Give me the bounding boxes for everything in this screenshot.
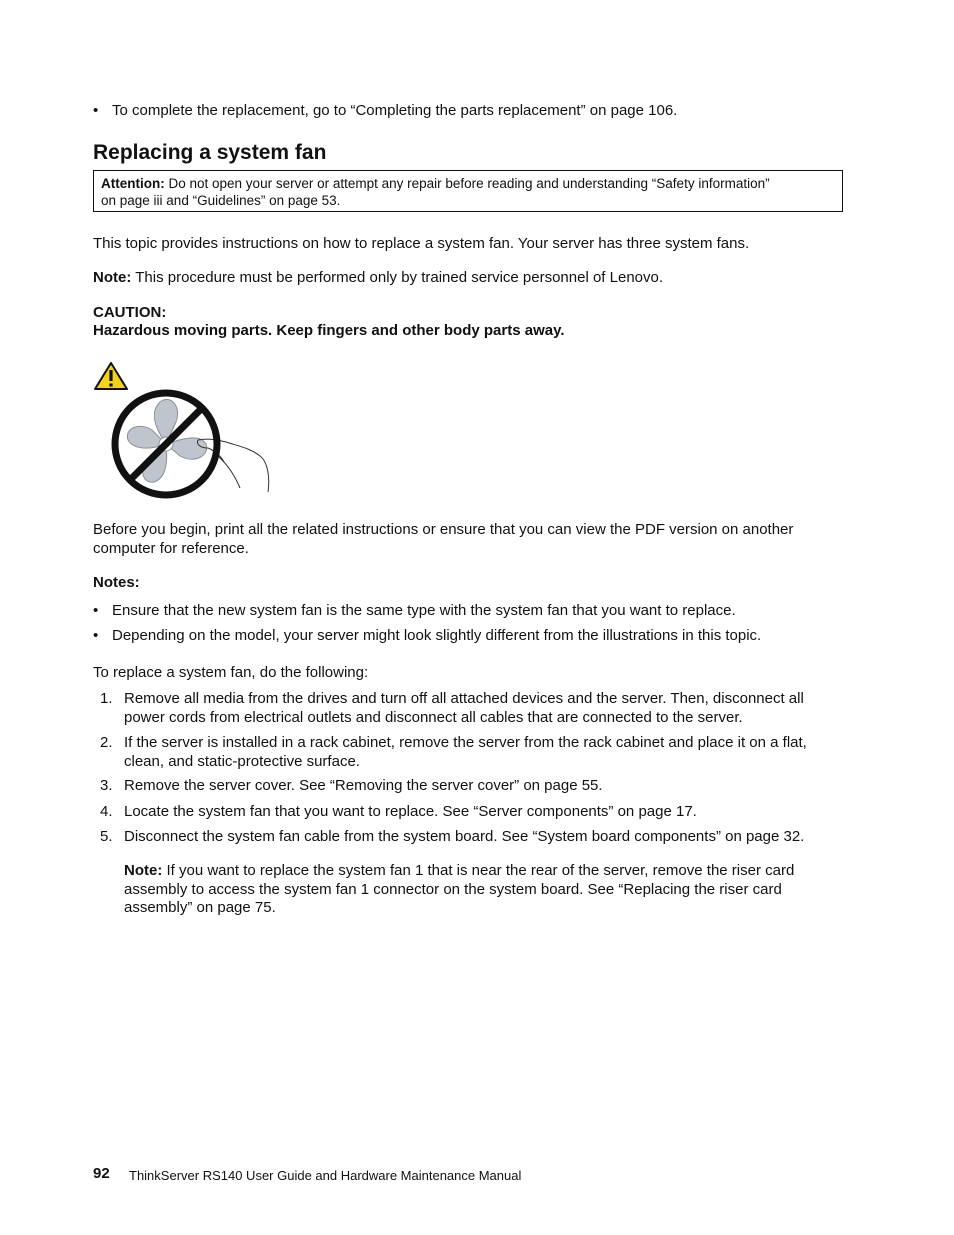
no-fan-hazard-icon: [110, 388, 275, 500]
document-title: ThinkServer RS140 User Guide and Hardware Maintenance Manual: [129, 1168, 522, 1183]
step-text-line2: clean, and static-protective surface.: [124, 752, 360, 770]
step-text-line1: Remove all media from the drives and turn off all attached devices and the server. Then, disconnect all: [124, 690, 804, 707]
step-text-line1: Remove the server cover. See “Removing the server cover” on page 55.: [124, 777, 603, 794]
caution-text: Hazardous moving parts. Keep fingers and other body parts away.: [93, 322, 565, 339]
step-text-line2: power cords from electrical outlets and disconnect all cables that are connected to the server.: [124, 708, 743, 726]
bullet: •: [93, 102, 99, 119]
warning-triangle-icon: [93, 361, 129, 391]
list-item-text: Ensure that the new system fan is the same type with the system fan that you want to replace.: [112, 602, 736, 619]
step-text-line1: If the server is installed in a rack cabinet, remove the server from the rack cabinet and place it on a flat,: [124, 734, 807, 751]
note-label: Note:: [93, 269, 132, 286]
attention-text-line1: Do not open your server or attempt any repair before reading and understanding “Safety information”: [168, 176, 770, 191]
step-note-line2: assembly to access the system fan 1 connector on the system board. See “Replacing the riser card: [124, 880, 782, 898]
bullet: •: [93, 627, 99, 644]
before-line2: computer for reference.: [93, 539, 249, 557]
attention-text-line2: on page iii and “Guidelines” on page 53.: [101, 193, 341, 208]
before-line1: Before you begin, print all the related instructions or ensure that you can view the PDF version on another: [93, 521, 794, 538]
step-note-line1: If you want to replace the system fan 1 that is near the rear of the server, remove the riser card: [166, 862, 795, 879]
list-item-text: Depending on the model, your server might look slightly different from the illustrations in this topic.: [112, 627, 762, 644]
step-number: 1.: [100, 690, 113, 707]
bullet: •: [93, 602, 99, 619]
step-number: 5.: [100, 828, 113, 845]
step-note-label: Note:: [124, 862, 163, 879]
procedure-intro: To replace a system fan, do the following:: [93, 664, 369, 681]
before-paragraph: [93, 521, 853, 558]
step-note-line3: assembly” on page 75.: [124, 899, 276, 916]
attention-box: [93, 170, 843, 212]
caution-label: CAUTION:: [93, 304, 167, 321]
step-text-line1: Locate the system fan that you want to replace. See “Server components” on page 17.: [124, 803, 697, 820]
note-text: This procedure must be performed only by trained service personnel of Lenovo.: [135, 269, 664, 286]
step-note: [124, 862, 854, 918]
notes-label: Notes:: [93, 574, 140, 591]
step-number: 4.: [100, 803, 113, 820]
attention-label: Attention:: [101, 176, 165, 191]
step-number: 3.: [100, 777, 113, 794]
step-number: 2.: [100, 734, 113, 751]
step-text-line1: Disconnect the system fan cable from the system board. See “System board components” on page 32.: [124, 828, 805, 845]
page-title: Replacing a system fan: [93, 141, 327, 164]
intro-paragraph: This topic provides instructions on how to replace a system fan. Your server has three system fans.: [93, 235, 750, 252]
page-number: 92: [93, 1165, 110, 1182]
list-item-text: To complete the replacement, go to “Completing the parts replacement” on page 106.: [112, 102, 678, 119]
note-paragraph: [93, 269, 853, 288]
